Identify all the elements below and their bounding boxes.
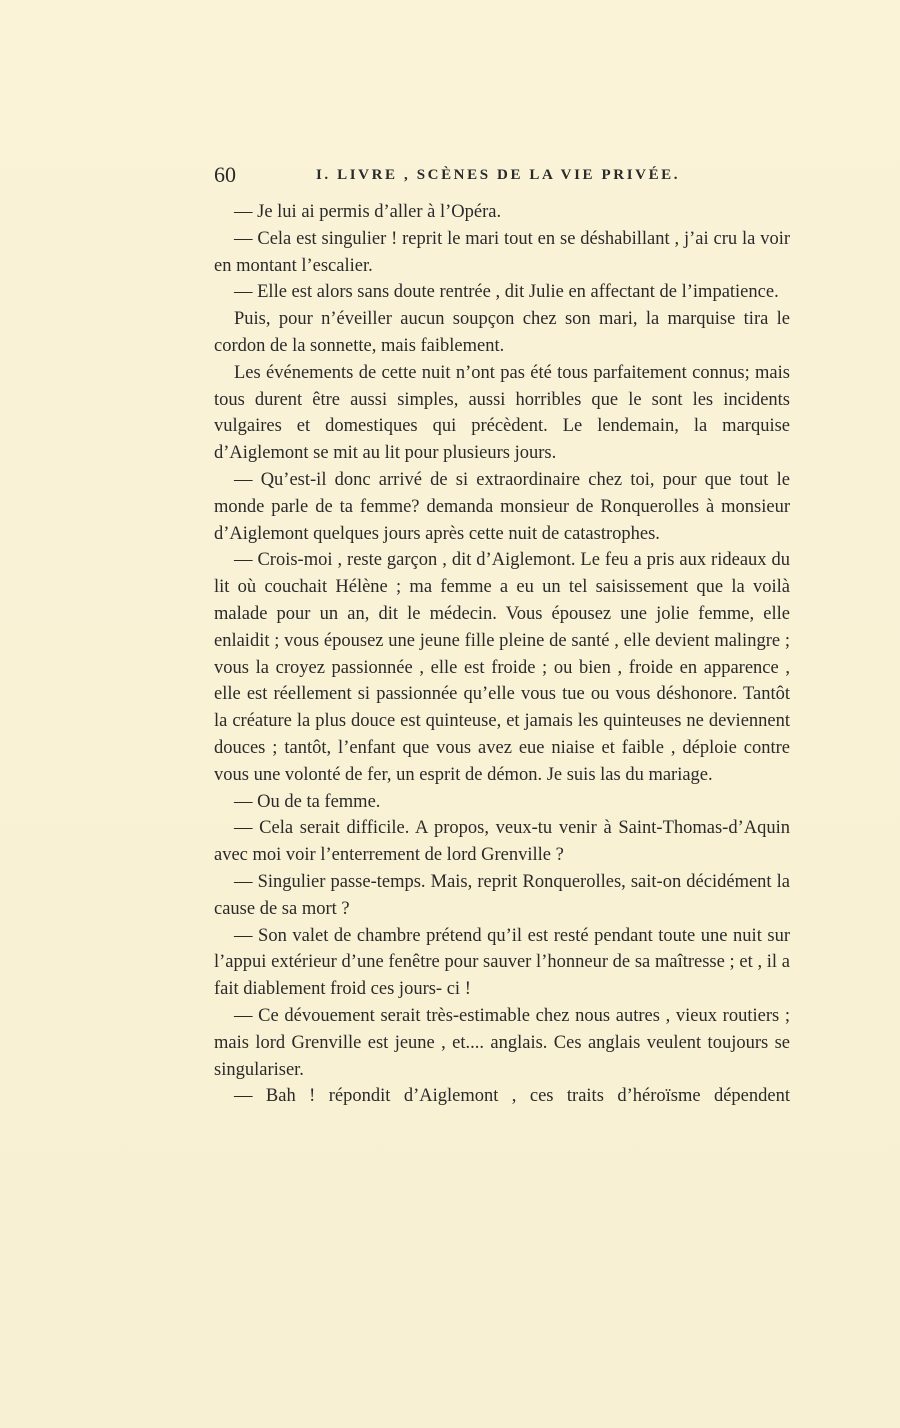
body-text xyxy=(214,199,790,1110)
paragraph: — Qu’est-il donc arrivé de si extraordinaire chez toi, pour que tout le monde parle de ta femme? demanda monsieur de Ronquerolles à monsieur d’Aiglemont quelques jours après cette nuit de catastrophes. xyxy=(214,469,790,544)
paragraph: — Bah ! répondit d’Aiglemont , ces traits d’héroïsme dépendent xyxy=(234,1086,790,1107)
paragraph: — Cela est singulier ! reprit le mari tout en se déshabillant , j’ai cru la voir en montant l’escalier. xyxy=(214,228,790,276)
page-header xyxy=(214,162,790,192)
paragraph: — Elle est alors sans doute rentrée , dit Julie en affectant de l’impatience. xyxy=(234,282,779,303)
paragraph: Les événements de cette nuit n’ont pas été tous parfaitement connus; mais tous durent être aussi simples, aussi horribles que le sont les incidents vulgaires et domestiques qui précèdent. Le lendemain, la marquise d’Aiglemont se mit au lit pour plusieurs jours. xyxy=(214,362,790,464)
paragraph: — Son valet de chambre prétend qu’il est resté pendant toute une nuit sur l’appui extérieur d’une fenêtre pour sauver l’honneur de sa maîtresse ; et , il a fait diablement froid ces jours- ci ! xyxy=(214,925,790,1000)
page-number: 60 xyxy=(214,162,236,187)
paragraph: — Ce dévouement serait très-estimable chez nous autres , vieux routiers ; mais lord Grenville est jeune , et.... anglais. Ces anglais veulent toujours se singulariser. xyxy=(214,1005,790,1080)
paragraph: — Crois-moi , reste garçon , dit d’Aiglemont. Le feu a pris aux rideaux du lit où couchait Hélène ; ma femme a eu un tel saisissement que la voilà malade pour un an, dit le médecin. Vous épousez une jolie femme, elle enlaidit ; vous épousez une jeune fille pleine de santé , elle devient malingre ; vous la croyez passionnée , elle est froide ; ou bien , froide en apparence , elle est réellement si passionnée qu’elle vous tue ou vous déshonore. Tantôt la créature la plus douce est quinteuse, et jamais les quinteuses ne deviennent douces ; tantôt, l’enfant que vous avez eue niaise et faible , déploie contre vous une volonté de fer, un esprit de démon. Je suis las du mariage. xyxy=(214,550,790,785)
running-title: I. LIVRE , SCÈNES DE LA VIE PRIVÉE. xyxy=(316,167,681,183)
paragraph: — Ou de ta femme. xyxy=(234,791,381,812)
paragraph: — Singulier passe-temps. Mais, reprit Ronquerolles, sait-on décidément la cause de sa mort ? xyxy=(214,871,790,919)
paragraph: Puis, pour n’éveiller aucun soupçon chez son mari, la marquise tira le cordon de la sonnette, mais faiblement. xyxy=(214,309,790,356)
paragraph: — Je lui ai permis d’aller à l’Opéra. xyxy=(234,202,502,222)
paragraph: — Cela serait difficile. A propos, veux-tu venir à Saint-Thomas-d’Aquin avec moi voir l’enterrement de lord Grenville ? xyxy=(214,818,790,866)
